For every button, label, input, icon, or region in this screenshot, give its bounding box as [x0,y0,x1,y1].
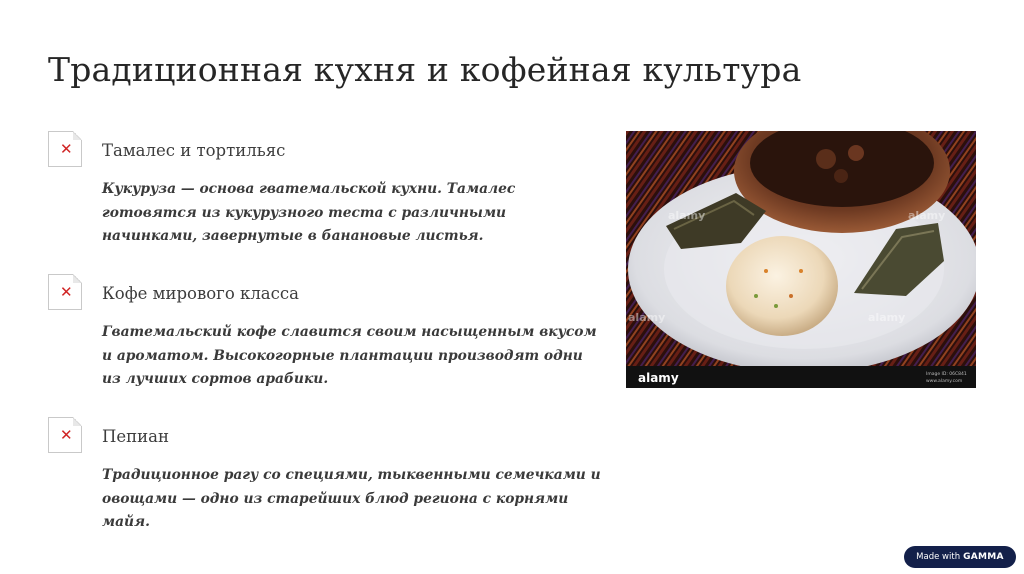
photo-watermark: alamy [628,311,666,324]
item-heading: Тамалес и тортильяс [102,141,286,160]
photo-image-id: Image ID: 06C841 [926,372,967,377]
item-heading: Пепиан [102,427,169,446]
photo-watermark: alamy [908,209,946,222]
broken-image-icon: ✕ [48,131,82,167]
item-heading: Кофе мирового класса [102,284,299,303]
photo-brand: alamy [638,371,679,385]
badge-brand: GAMMA [963,552,1004,562]
photo-watermark: alamy [668,209,706,222]
slide-title: Традиционная кухня и кофейная культура [48,50,802,89]
broken-image-icon: ✕ [48,417,82,453]
item-text: Традиционное рагу со специями, тыквенными семечками и овощами — одно из старейших блюд региона с корнями майя. [102,467,601,530]
broken-image-icon: ✕ [48,274,82,310]
photo-site: www.alamy.com [926,379,963,384]
made-with-gamma-badge[interactable] [904,546,1016,568]
item-text: Кукуруза — основа гватемальской кухни. Тамалес готовятся из кукурузного теста с различными начинками, завернутые в банановые листья. [102,181,516,244]
food-photo [626,131,976,388]
badge-prefix: Made with [916,552,961,562]
photo-watermark: alamy [868,311,906,324]
item-text: Гватемальский кофе славится своим насыщенным вкусом и ароматом. Высокогорные плантации производят одни из лучших сортов арабики. [102,324,597,387]
